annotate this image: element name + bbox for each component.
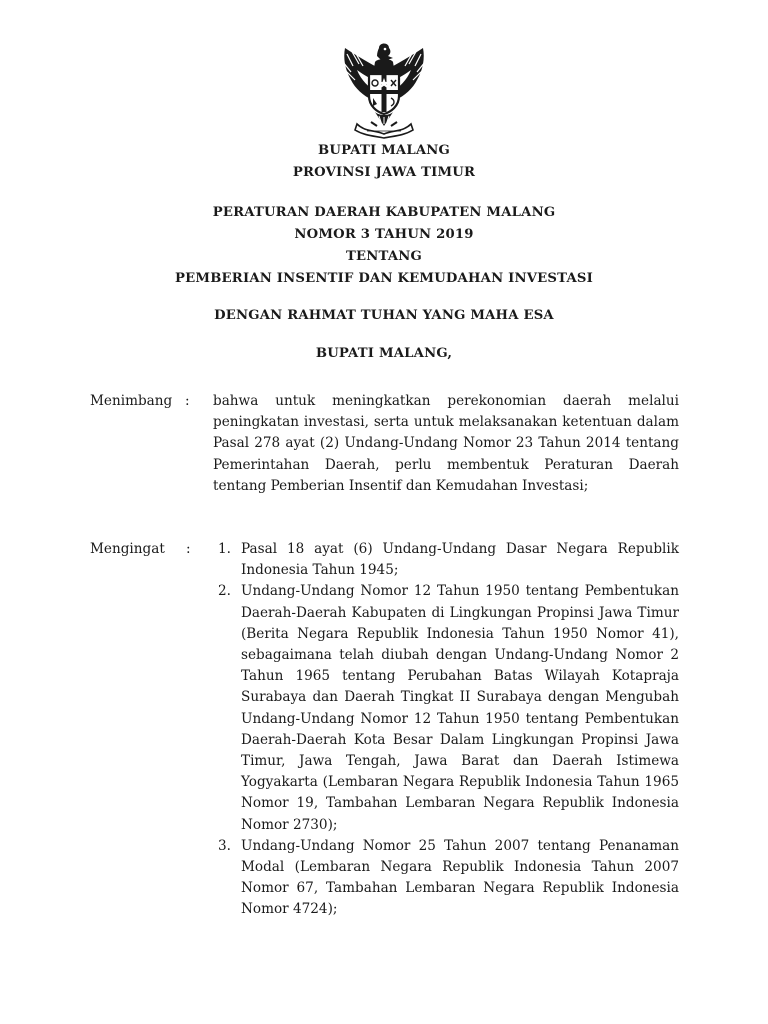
preamble-grace-block <box>0 305 768 327</box>
menimbang-text: bahwa untuk meningkatkan perekonomian daerah melalui peningkatan investasi, serta untuk melaksanakan ketentuan dalam Pasal 278 ayat (2) Undang-Undang Nomor 23 Tahun 2014 tentang Pemerintahan Daerah, perlu membentuk Peraturan Daerah tentang Pemberian Insentif dan Kemudahan Investasi; <box>213 393 679 494</box>
menimbang-label: Menimbang <box>90 393 173 409</box>
mengingat-label: Mengingat <box>90 541 165 557</box>
regulation-title-block <box>0 202 768 290</box>
list-item-text: Undang-Undang Nomor 12 Tahun 1950 tentang Pembentukan Daerah-Daerah Kabupaten di Lingkungan Propinsi Jawa Timur (Berita Negara Republik Indonesia Tahun 1950 Nomor 41), sebagaimana telah diubah dengan Undang-Undang Nomor 2 Tahun 1965 tentang Perubahan Batas Wilayah Kotapraja Surabaya dan Daerah Tingkat II Surabaya dengan Mengubah Undang-Undang Nomor 12 Tahun 1950 tentang Pembentukan Daerah-Daerah Kota Besar Dalam Lingkungan Propinsi Jawa Timur, Jawa Tengah, Jawa Barat dan Daerah Istimewa Yogyakarta (Lembaran Negara Republik Indonesia Tahun 1965 Nomor 19, Tambahan Lembaran Negara Republik Indonesia Nomor 2730); <box>241 583 679 833</box>
mengingat-list <box>213 539 679 921</box>
preamble-authority-block <box>0 343 768 365</box>
list-item-number: 3. <box>218 837 231 854</box>
regulation-number: NOMOR 3 TAHUN 2019 <box>294 227 474 242</box>
list-item <box>213 539 679 581</box>
list-item-text: Undang-Undang Nomor 25 Tahun 2007 tentang Penanaman Modal (Lembaran Negara Republik Indonesia Tahun 2007 Nomor 67, Tambahan Lembaran Negara Republik Indonesia Nomor 4724); <box>241 837 679 918</box>
list-item-text: Pasal 18 ayat (6) Undang-Undang Dasar Negara Republik Indonesia Tahun 1945; <box>241 541 679 579</box>
regulation-subject: PEMBERIAN INSENTIF DAN KEMUDAHAN INVESTASI <box>175 271 593 286</box>
list-item <box>213 581 679 835</box>
list-item-number: 2. <box>218 583 231 600</box>
preamble-grace: DENGAN RAHMAT TUHAN YANG MAHA ESA <box>214 308 554 323</box>
regulation-title: PERATURAN DAERAH KABUPATEN MALANG <box>212 205 556 220</box>
province-title: PROVINSI JAWA TIMUR <box>292 165 476 180</box>
mengingat-colon: : <box>186 541 191 557</box>
list-item <box>213 836 679 921</box>
preamble-authority: BUPATI MALANG, <box>315 346 453 361</box>
regent-title: BUPATI MALANG <box>318 143 450 158</box>
list-item-number: 1. <box>218 541 231 557</box>
garuda-emblem-icon <box>333 40 435 140</box>
issuer-block <box>0 140 768 184</box>
regulation-about: TENTANG <box>346 249 422 264</box>
menimbang-colon: : <box>185 393 190 409</box>
